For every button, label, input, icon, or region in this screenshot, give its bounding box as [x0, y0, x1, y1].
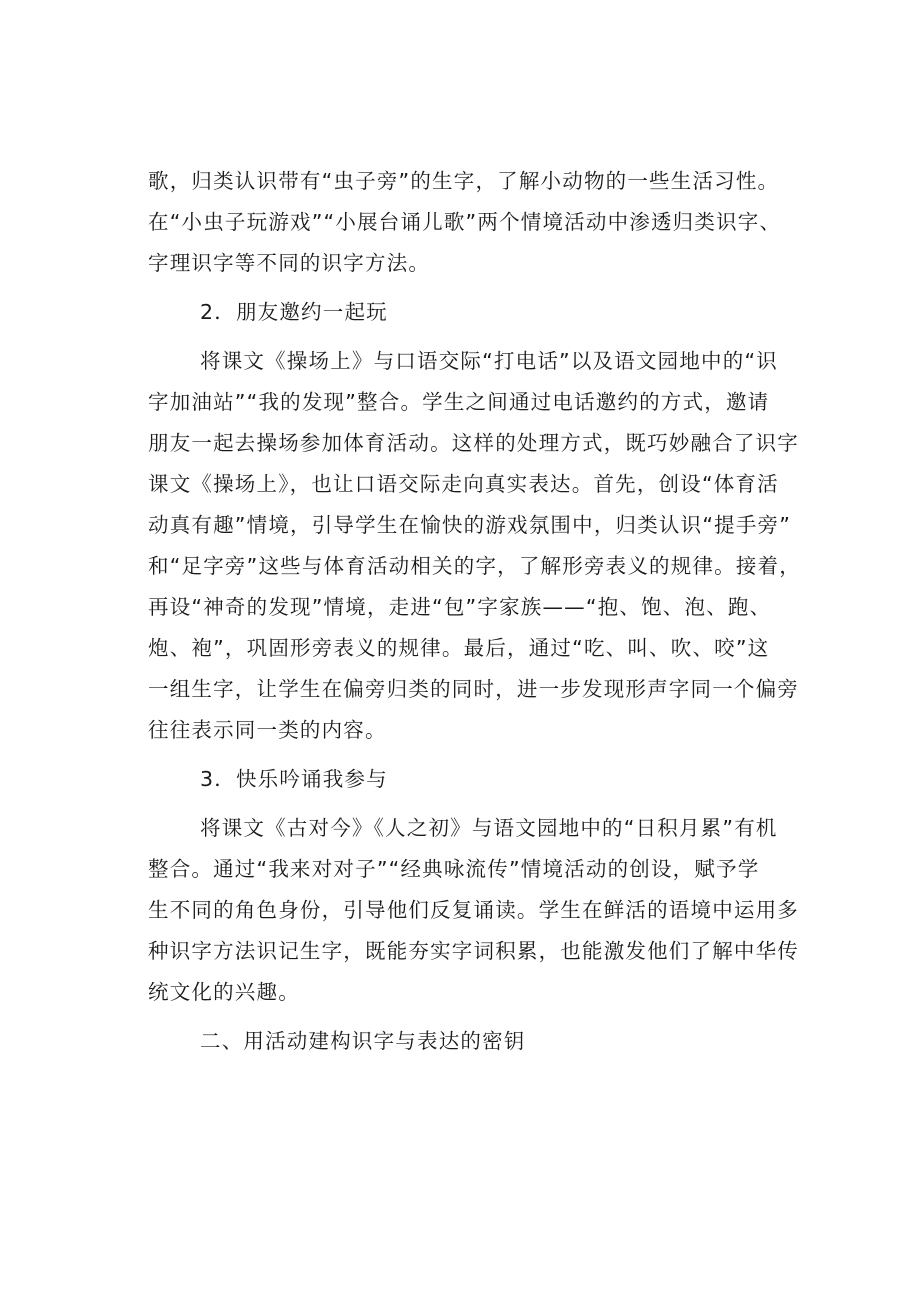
section-heading-two: 二、用活动建构识字与表达的密钥: [200, 1029, 526, 1053]
text-line: 在“小虫子玩游戏”“小展台诵儿歌”两个情境活动中渗透归类识字、: [148, 210, 782, 234]
text-line: 一组生字，让学生在偏旁归类的同时，进一步发现形声字同一个偏旁: [148, 677, 799, 701]
text-line: 炮、袍”，巩固形旁表义的规律。最后，通过“吃、叫、吹、咬”这: [148, 636, 770, 660]
section-heading-3: 3．快乐吟诵我参与: [200, 767, 388, 791]
text-line: 朋友一起去操场参加体育活动。这样的处理方式，既巧妙融合了识字: [148, 431, 799, 455]
text-line: 统文化的兴趣。: [148, 980, 300, 1004]
text-line: 歌，归类认识带有“虫子旁”的生字，了解小动物的一些生活习性。: [148, 169, 780, 193]
text-line: 课文《操场上》，也让口语交际走向真实表达。首先，创设“体育活: [148, 472, 779, 496]
paragraph-continuation: [148, 161, 820, 284]
text-line: 种识字方法识记生字，既能夯实字词积累，也能激发他们了解中华传: [148, 939, 799, 963]
document-body: [148, 161, 820, 1062]
paragraph-recitation: [148, 808, 820, 1013]
text-line: 动真有趣”情境，引导学生在愉快的游戏氛围中，归类认识“提手旁”: [148, 513, 792, 537]
section-heading-2: 2．朋友邀约一起玩: [200, 300, 388, 324]
paragraph-friends-invite: [148, 341, 820, 751]
text-line: 字加油站”“我的发现”整合。学生之间通过电话邀约的方式，邀请: [148, 390, 770, 414]
text-line: 往往表示同一类的内容。: [148, 718, 387, 742]
text-line: 再设“神奇的发现”情境，走进“包”字家族——“抱、饱、泡、跑、: [148, 595, 772, 619]
text-line: 将课文《操场上》与口语交际“打电话”以及语文园地中的“识: [200, 349, 778, 373]
text-line: 整合。通过“我来对对子”“经典咏流传”情境活动的创设，赋予学: [148, 857, 760, 881]
text-line: 字理识字等不同的识字方法。: [148, 251, 431, 275]
text-line: 和“足字旁”这些与体育活动相关的字，了解形旁表义的规律。接着，: [148, 554, 801, 578]
text-line: 将课文《古对今》《人之初》与语文园地中的“日积月累”有机: [200, 816, 778, 840]
text-line: 生不同的角色身份，引导他们反复诵读。学生在鲜活的语境中运用多: [148, 898, 799, 922]
